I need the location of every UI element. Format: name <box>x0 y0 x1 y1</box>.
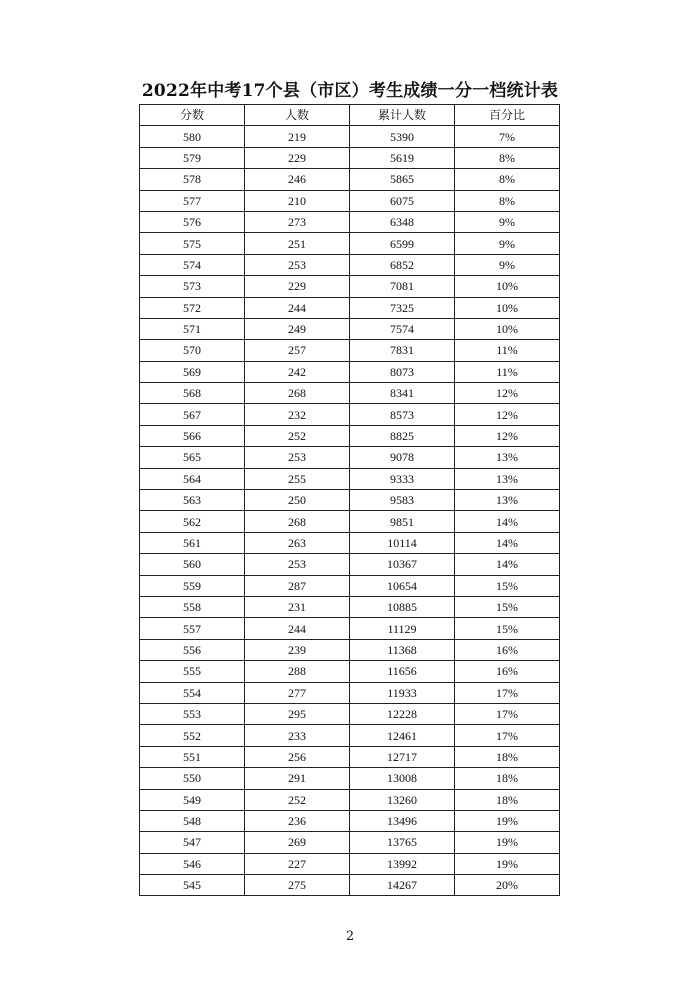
cell-score: 573 <box>140 276 245 297</box>
table-row <box>140 190 560 211</box>
cell-score: 564 <box>140 468 245 489</box>
cell-score: 572 <box>140 297 245 318</box>
cell-score: 554 <box>140 682 245 703</box>
cell-score: 568 <box>140 383 245 404</box>
cell-percent: 10% <box>455 297 560 318</box>
cell-count: 268 <box>245 383 350 404</box>
cell-percent: 18% <box>455 789 560 810</box>
cell-score: 548 <box>140 810 245 831</box>
cell-cumulative: 10654 <box>350 575 455 596</box>
cell-cumulative: 13260 <box>350 789 455 810</box>
cell-percent: 13% <box>455 490 560 511</box>
header-score: 分数 <box>140 105 245 126</box>
cell-percent: 11% <box>455 340 560 361</box>
cell-percent: 16% <box>455 639 560 660</box>
cell-score: 546 <box>140 853 245 874</box>
cell-cumulative: 6852 <box>350 254 455 275</box>
cell-cumulative: 6348 <box>350 211 455 232</box>
table-row <box>140 425 560 446</box>
header-percent: 百分比 <box>455 105 560 126</box>
table-row <box>140 703 560 724</box>
cell-percent: 8% <box>455 190 560 211</box>
cell-score: 560 <box>140 554 245 575</box>
cell-cumulative: 5390 <box>350 126 455 147</box>
cell-score: 551 <box>140 746 245 767</box>
cell-score: 545 <box>140 875 245 896</box>
cell-count: 288 <box>245 661 350 682</box>
cell-count: 229 <box>245 147 350 168</box>
cell-count: 277 <box>245 682 350 703</box>
cell-score: 556 <box>140 639 245 660</box>
table-row <box>140 383 560 404</box>
cell-count: 268 <box>245 511 350 532</box>
cell-count: 249 <box>245 318 350 339</box>
cell-score: 550 <box>140 768 245 789</box>
cell-score: 569 <box>140 361 245 382</box>
cell-score: 558 <box>140 596 245 617</box>
cell-percent: 20% <box>455 875 560 896</box>
cell-count: 256 <box>245 746 350 767</box>
cell-cumulative: 7574 <box>350 318 455 339</box>
cell-percent: 14% <box>455 554 560 575</box>
cell-percent: 15% <box>455 618 560 639</box>
cell-cumulative: 10367 <box>350 554 455 575</box>
cell-percent: 8% <box>455 147 560 168</box>
cell-percent: 11% <box>455 361 560 382</box>
table-row <box>140 233 560 254</box>
cell-cumulative: 11933 <box>350 682 455 703</box>
cell-cumulative: 8073 <box>350 361 455 382</box>
cell-score: 577 <box>140 190 245 211</box>
cell-percent: 9% <box>455 211 560 232</box>
cell-percent: 14% <box>455 532 560 553</box>
cell-cumulative: 14267 <box>350 875 455 896</box>
cell-score: 549 <box>140 789 245 810</box>
table-row <box>140 832 560 853</box>
cell-percent: 13% <box>455 447 560 468</box>
cell-count: 251 <box>245 233 350 254</box>
table-row <box>140 447 560 468</box>
cell-score: 559 <box>140 575 245 596</box>
cell-cumulative: 5865 <box>350 169 455 190</box>
cell-percent: 19% <box>455 832 560 853</box>
cell-percent: 12% <box>455 425 560 446</box>
table-row <box>140 361 560 382</box>
table-row <box>140 554 560 575</box>
cell-cumulative: 7081 <box>350 276 455 297</box>
cell-percent: 18% <box>455 768 560 789</box>
cell-cumulative: 11129 <box>350 618 455 639</box>
cell-percent: 10% <box>455 318 560 339</box>
table-row <box>140 618 560 639</box>
table-row <box>140 468 560 489</box>
table-row <box>140 682 560 703</box>
table-row <box>140 318 560 339</box>
cell-count: 250 <box>245 490 350 511</box>
cell-count: 219 <box>245 126 350 147</box>
cell-cumulative: 12461 <box>350 725 455 746</box>
cell-score: 547 <box>140 832 245 853</box>
cell-count: 253 <box>245 447 350 468</box>
cell-score: 579 <box>140 147 245 168</box>
cell-cumulative: 12717 <box>350 746 455 767</box>
table-row <box>140 211 560 232</box>
cell-count: 291 <box>245 768 350 789</box>
cell-cumulative: 8573 <box>350 404 455 425</box>
table-row <box>140 725 560 746</box>
table-row <box>140 768 560 789</box>
cell-cumulative: 10114 <box>350 532 455 553</box>
cell-score: 575 <box>140 233 245 254</box>
cell-score: 553 <box>140 703 245 724</box>
table-row <box>140 297 560 318</box>
cell-cumulative: 9078 <box>350 447 455 468</box>
table-row <box>140 490 560 511</box>
cell-score: 566 <box>140 425 245 446</box>
page-number: 2 <box>345 929 355 944</box>
cell-score: 576 <box>140 211 245 232</box>
table-row <box>140 789 560 810</box>
table-row <box>140 746 560 767</box>
table-header-row <box>140 105 560 126</box>
cell-cumulative: 13992 <box>350 853 455 874</box>
cell-score: 555 <box>140 661 245 682</box>
cell-score: 562 <box>140 511 245 532</box>
cell-percent: 12% <box>455 383 560 404</box>
table-row <box>140 340 560 361</box>
cell-cumulative: 13765 <box>350 832 455 853</box>
cell-score: 571 <box>140 318 245 339</box>
table-row <box>140 853 560 874</box>
document-title: 2022年中考17个县（市区）考生成绩一分一档统计表 <box>141 81 559 101</box>
cell-percent: 17% <box>455 682 560 703</box>
cell-cumulative: 8825 <box>350 425 455 446</box>
cell-count: 232 <box>245 404 350 425</box>
cell-cumulative: 12228 <box>350 703 455 724</box>
cell-cumulative: 7831 <box>350 340 455 361</box>
table-row <box>140 875 560 896</box>
header-count: 人数 <box>245 105 350 126</box>
table-row <box>140 126 560 147</box>
table-row <box>140 810 560 831</box>
cell-count: 273 <box>245 211 350 232</box>
cell-cumulative: 8341 <box>350 383 455 404</box>
cell-count: 239 <box>245 639 350 660</box>
cell-cumulative: 11656 <box>350 661 455 682</box>
cell-percent: 7% <box>455 126 560 147</box>
cell-count: 295 <box>245 703 350 724</box>
cell-score: 574 <box>140 254 245 275</box>
table-row <box>140 511 560 532</box>
cell-percent: 14% <box>455 511 560 532</box>
cell-percent: 15% <box>455 575 560 596</box>
cell-score: 557 <box>140 618 245 639</box>
cell-count: 257 <box>245 340 350 361</box>
cell-percent: 13% <box>455 468 560 489</box>
cell-percent: 18% <box>455 746 560 767</box>
cell-score: 565 <box>140 447 245 468</box>
cell-count: 236 <box>245 810 350 831</box>
cell-percent: 15% <box>455 596 560 617</box>
cell-score: 567 <box>140 404 245 425</box>
cell-count: 242 <box>245 361 350 382</box>
score-distribution-table <box>139 104 560 896</box>
cell-score: 552 <box>140 725 245 746</box>
cell-percent: 17% <box>455 725 560 746</box>
cell-percent: 17% <box>455 703 560 724</box>
table-row <box>140 254 560 275</box>
cell-count: 231 <box>245 596 350 617</box>
cell-cumulative: 7325 <box>350 297 455 318</box>
cell-count: 253 <box>245 254 350 275</box>
cell-score: 578 <box>140 169 245 190</box>
cell-score: 580 <box>140 126 245 147</box>
cell-score: 570 <box>140 340 245 361</box>
cell-count: 263 <box>245 532 350 553</box>
table-row <box>140 147 560 168</box>
cell-cumulative: 13008 <box>350 768 455 789</box>
cell-percent: 10% <box>455 276 560 297</box>
table-row <box>140 661 560 682</box>
cell-cumulative: 5619 <box>350 147 455 168</box>
table-row <box>140 575 560 596</box>
table-row <box>140 276 560 297</box>
table-row <box>140 596 560 617</box>
cell-count: 287 <box>245 575 350 596</box>
header-cumulative: 累计人数 <box>350 105 455 126</box>
cell-count: 255 <box>245 468 350 489</box>
cell-count: 227 <box>245 853 350 874</box>
cell-count: 244 <box>245 297 350 318</box>
cell-count: 246 <box>245 169 350 190</box>
cell-percent: 8% <box>455 169 560 190</box>
cell-cumulative: 6599 <box>350 233 455 254</box>
cell-score: 563 <box>140 490 245 511</box>
cell-cumulative: 6075 <box>350 190 455 211</box>
cell-cumulative: 9851 <box>350 511 455 532</box>
cell-percent: 9% <box>455 233 560 254</box>
table-body <box>140 126 560 896</box>
cell-cumulative: 10885 <box>350 596 455 617</box>
cell-cumulative: 13496 <box>350 810 455 831</box>
cell-count: 233 <box>245 725 350 746</box>
cell-percent: 12% <box>455 404 560 425</box>
table-row <box>140 169 560 190</box>
cell-count: 244 <box>245 618 350 639</box>
cell-percent: 16% <box>455 661 560 682</box>
cell-score: 561 <box>140 532 245 553</box>
cell-count: 210 <box>245 190 350 211</box>
table-row <box>140 532 560 553</box>
cell-cumulative: 11368 <box>350 639 455 660</box>
cell-count: 229 <box>245 276 350 297</box>
cell-count: 275 <box>245 875 350 896</box>
cell-percent: 19% <box>455 853 560 874</box>
cell-count: 252 <box>245 425 350 446</box>
cell-cumulative: 9333 <box>350 468 455 489</box>
cell-percent: 9% <box>455 254 560 275</box>
cell-cumulative: 9583 <box>350 490 455 511</box>
cell-count: 252 <box>245 789 350 810</box>
cell-count: 269 <box>245 832 350 853</box>
table-row <box>140 404 560 425</box>
cell-count: 253 <box>245 554 350 575</box>
cell-percent: 19% <box>455 810 560 831</box>
table-row <box>140 639 560 660</box>
